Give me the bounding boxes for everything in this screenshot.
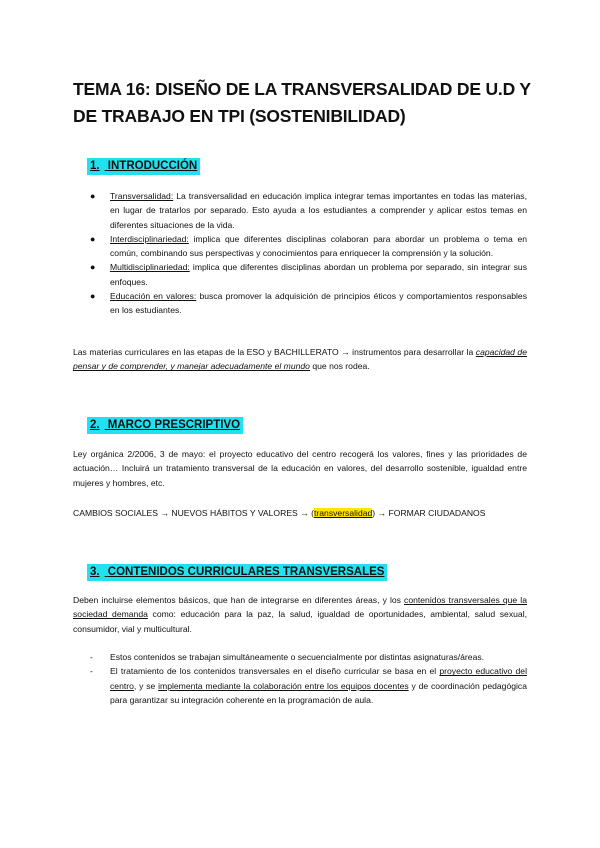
section-heading-highlight: [87, 417, 243, 434]
section-heading-marco: [87, 417, 243, 434]
section-heading-contenidos: [87, 564, 387, 581]
contenidos-text: Deben incluirse elementos básicos, que han de integrarse en diferentes áreas, y los: [73, 595, 405, 605]
section-label: CONTENIDOS CURRICULARES TRANSVERSALES: [107, 566, 385, 578]
list-item: [90, 650, 527, 664]
list-item: [90, 289, 527, 318]
dash-item-text: y de coordinación pedagógica para garantizar su integración coherente en la programación de aula.: [110, 680, 527, 705]
term-educacion-valores: Educación en valores:: [110, 291, 197, 302]
term-interdisciplinariedad: Interdisciplinariedad:: [110, 233, 189, 244]
section-heading-highlight: [87, 564, 387, 581]
marco-flow-end: ) → FORMAR CIUDADANOS: [372, 508, 486, 518]
section-label: MARCO PRESCRIPTIVO: [107, 419, 241, 431]
contenidos-text-end: como: educación para la paz, la salud, igualdad de oportunidades, ambiental, salud sexual, consumidor, vial y multicultural.: [73, 609, 527, 634]
list-item: [90, 189, 527, 232]
bullet-icon: ●: [90, 262, 96, 273]
dash-icon: -: [90, 666, 93, 677]
dash-item-text: El tratamiento de los contenidos transversales en el diseño curricular se basa en el: [110, 666, 440, 677]
marco-paragraph: Ley orgánica 2/2006, 3 de mayo: el proyecto educativo del centro recogerá los valores, fines y las prioridades de actuación… Incluirá un tratamiento transversal de la educación en valores, del desarrollo sostenible, igualdad entre mujeres y hombres, etc.: [73, 449, 527, 488]
document-title: TEMA 16: DISEÑO DE LA TRANSVERSALIDAD DE U.D Y DE TRABAJO EN TPI (SOSTENIBILIDAD): [73, 79, 531, 126]
intro-paragraph: [73, 345, 527, 374]
term-definition: La transversalidad en educación implica integrar temas importantes en todas las materias, en lugar de tratarlos por separado. Esto ayuda a los estudiantes a comprender y aplicar estos temas en diferentes situaciones de la vida.: [110, 191, 527, 230]
term-transversalidad: Transversalidad:: [110, 191, 174, 201]
dash-item-text: Estos contenidos se trabajan simultáneamente o secuencialmente por distintas asignaturas/áreas.: [110, 652, 485, 662]
section-number: 2.: [90, 419, 100, 431]
section-number: 1.: [90, 160, 100, 172]
marco-flow: [73, 506, 485, 520]
list-item: [90, 232, 527, 261]
intro-bullet-list: [90, 189, 527, 318]
section-number: 3.: [90, 566, 100, 578]
dash-item-text: , y se: [133, 680, 159, 691]
section-heading-introduccion: [87, 158, 200, 175]
dash-icon: -: [90, 652, 93, 662]
intro-paragraph-text: Las materias curriculares en las etapas de la ESO y BACHILLERATO → instrumentos para desarrollar la: [73, 347, 476, 357]
section-heading-highlight: [87, 158, 200, 175]
list-item: [90, 664, 527, 707]
section-label: INTRODUCCIÓN: [107, 160, 198, 172]
list-item: [90, 260, 527, 289]
contenidos-underlined: contenidos transversales que la sociedad demanda: [73, 595, 527, 620]
term-definition: busca promover la adquisición de principios éticos y comportamientos responsables en los estudiantes.: [110, 291, 527, 316]
proyecto-educativo-underlined: proyecto educativo del centro: [110, 666, 527, 691]
intro-emphasis: capacidad de pensar y de comprender, y manejar adecuadamente el mundo: [73, 347, 527, 372]
bullet-icon: ●: [90, 291, 96, 302]
bullet-icon: ●: [90, 191, 96, 201]
implementa-underlined: implementa mediante la colaboración entre los equipos docentes: [158, 680, 409, 691]
term-definition: implica que diferentes disciplinas abordan un problema por separado, sin integrar sus enfoques.: [110, 262, 527, 287]
intro-paragraph-end: que nos rodea.: [309, 361, 370, 372]
marco-flow-start: CAMBIOS SOCIALES → NUEVOS HÁBITOS Y VALORES → (: [73, 508, 315, 518]
contenidos-paragraph: [73, 593, 527, 636]
transversalidad-highlight: transversalidad: [314, 508, 373, 518]
bullet-icon: ●: [90, 233, 96, 244]
contenidos-dash-list: [90, 650, 527, 707]
term-definition: implica que diferentes disciplinas colaboran para abordar un problema o tema en común, combinando sus perspectivas y conocimientos para enriquecer la comprensión y la solución.: [110, 233, 527, 259]
term-multidisciplinariedad: Multidisciplinariedad:: [110, 262, 190, 273]
